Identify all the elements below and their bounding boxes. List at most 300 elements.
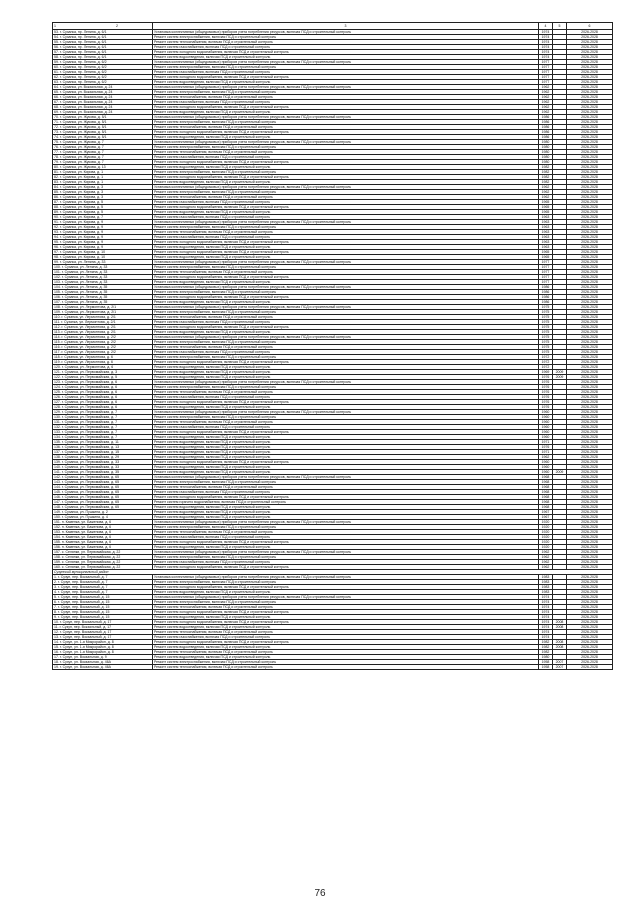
build-year-cell: 1977: [539, 65, 553, 70]
row-number: 109.: [54, 310, 61, 314]
row-number: 106.: [54, 295, 61, 299]
work-type-cell: Установка коллективных (общедомовых) приборов учета потребления ресурсов, включая ПСД и строительный контроль: [153, 475, 539, 480]
planned-period-cell: 2026-2028: [567, 520, 613, 525]
build-year-cell: 1982: [539, 640, 553, 645]
build-year-cell: 1986: [539, 125, 553, 130]
work-type-cell: Ремонт систем электроснабжения, включая ПСД и строительный контроль: [153, 35, 539, 40]
row-number: 87.: [54, 200, 59, 204]
build-year-cell: 1982: [539, 165, 553, 170]
build-year-cell: 1986: [539, 130, 553, 135]
build-year-cell: 1986: [539, 135, 553, 140]
row-number: 158.: [54, 555, 61, 559]
address-text: г. Сузанка, ул. Ленина, д. 35: [61, 300, 108, 304]
row-number: 73.: [54, 130, 59, 134]
address-text: г. Сузанка, пр. Ленина, д. 6/2: [59, 75, 107, 79]
planned-period-cell: 2026-2028: [567, 135, 613, 140]
address-text: г. Сузун, ул. 1-я Микрорайон, д. 8: [59, 650, 114, 654]
planned-period-cell: 2026-2028: [567, 110, 613, 115]
district-title: Сузунский муниципальный район: [53, 570, 613, 575]
overhaul-year-cell: 2009: [553, 470, 567, 475]
work-type-cell: Ремонт систем электроснабжения, включая ПСД и строительный контроль: [153, 290, 539, 295]
address-text: г. Сузанка, ул. Первомайская, д. 29: [61, 455, 120, 459]
work-type-cell: Ремонт систем водоотведения, включая ПСД и строительный контроль: [153, 405, 539, 410]
planned-period-cell: 2026-2028: [567, 310, 613, 315]
row-number: 67.: [54, 100, 59, 104]
address-text: г. Сузанка, ул. Кирова, д. 9: [59, 235, 104, 239]
work-type-cell: Ремонт систем теплоснабжения, включая ПСД и строительный контроль: [153, 345, 539, 350]
build-year-cell: 1963: [539, 240, 553, 245]
build-year-cell: 1963: [539, 215, 553, 220]
planned-period-cell: 2026-2028: [567, 130, 613, 135]
work-type-cell: Ремонт систем газоснабжения, включая ПСД и строительный контроль: [153, 425, 539, 430]
table-body: [53, 30, 613, 670]
work-type-cell: Установка коллективных (общедомовых) приборов учета потребления ресурсов, включая ПСД и строительный контроль: [153, 115, 539, 120]
planned-period-cell: 2026-2028: [567, 475, 613, 480]
address-text: г. Сузанка, ул. Кирова, д. 1: [59, 170, 104, 174]
planned-period-cell: 2026-2028: [567, 220, 613, 225]
build-year-cell: 1958: [539, 665, 553, 670]
address-text: г. Сузанка, ул. Жукова, д. 5/1: [59, 125, 107, 129]
planned-period-cell: 2026-2028: [567, 610, 613, 615]
planned-period-cell: 2026-2028: [567, 665, 613, 670]
work-type-cell: Ремонт систем водоотведения, включая ПСД и строительный контроль: [153, 470, 539, 475]
row-number: 116.: [54, 345, 61, 349]
row-number: 142.: [54, 475, 61, 479]
address-text: г. Сузанка, ул. Лермонтова, д. 2/2: [61, 340, 116, 344]
build-year-cell: 1983: [539, 575, 553, 580]
build-year-cell: 1969: [539, 370, 553, 375]
address-text: г. Сузанка, пр. Ленина, д. 6/2: [59, 70, 107, 74]
address-text: г. Сузанка, ул. Ленина, д. 33: [61, 265, 108, 269]
planned-period-cell: 2026-2028: [567, 280, 613, 285]
work-type-cell: Ремонт систем теплоснабжения, включая ПСД и строительный контроль: [153, 650, 539, 655]
address-text: г. Сузанка, ул. Первомайская, д. 3: [61, 370, 118, 374]
work-type-cell: Ремонт систем водоотведения, включая ПСД и строительный контроль: [153, 545, 539, 550]
build-year-cell: 1965: [539, 250, 553, 255]
work-type-cell: Ремонт систем теплоснабжения, включая ПСД и строительный контроль: [153, 665, 539, 670]
planned-period-cell: 2026-2028: [567, 405, 613, 410]
work-type-cell: Ремонт систем водоотведения, включая ПСД и строительный контроль: [153, 510, 539, 515]
work-type-cell: Ремонт систем электроснабжения, включая ПСД и строительный контроль: [153, 555, 539, 560]
planned-period-cell: 2026-2028: [567, 365, 613, 370]
row-number: 1.: [54, 575, 57, 579]
build-year-cell: 1971: [539, 440, 553, 445]
build-year-cell: 1976: [539, 380, 553, 385]
work-type-cell: Ремонт систем холодного водоснабжения, включая ПСД и строительный контроль: [153, 50, 539, 55]
row-number: 3.: [54, 585, 57, 589]
address-text: г. Сузанка, ул. Пушкина, д. 4: [61, 515, 108, 519]
address-text: г. Сузанка, ул. Кирова, д. 9: [59, 230, 104, 234]
address-text: г. Сузанка, ул. Первомайская, д. 33: [61, 460, 120, 464]
address-text: г. Сузанка, ул. Вокзальная, д. 24: [59, 95, 113, 99]
address-text: г. Сузанка, ул. Жукова, д. 7: [59, 150, 104, 154]
row-number: 111.: [54, 320, 61, 324]
address-text: г. Сузун, ул. Вокзальная, д. 46А: [59, 665, 111, 669]
planned-period-cell: 2026-2028: [567, 360, 613, 365]
planned-period-cell: 2026-2028: [567, 210, 613, 215]
address-text: г. Сузанка, ул. Кирова, д. 9: [59, 220, 104, 224]
planned-period-cell: 2026-2028: [567, 495, 613, 500]
planned-period-cell: 2026-2028: [567, 460, 613, 465]
work-type-cell: Ремонт систем электроснабжения, включая ПСД и строительный контроль: [153, 170, 539, 175]
build-year-cell: 1977: [539, 75, 553, 80]
overhaul-year-cell: 2008: [553, 645, 567, 650]
row-number: 84.: [54, 185, 59, 189]
work-type-cell: Ремонт систем теплоснабжения, включая ПСД и строительный контроль: [153, 630, 539, 635]
address-text: г. Сузанка, ул. Вокзальная, д. 24: [59, 110, 113, 114]
work-type-cell: Ремонт систем водоотведения, включая ПСД и строительный контроль: [153, 135, 539, 140]
address-text: г. Сузанка, ул. Лермонтова, д. 2/1: [61, 310, 117, 314]
work-type-cell: Ремонт систем газоснабжения, включая ПСД и строительный контроль: [153, 535, 539, 540]
planned-period-cell: 2026-2028: [567, 640, 613, 645]
address-text: с. Селянки, ул. Первомайская, д. 22: [61, 565, 121, 569]
address-text: п. Каменка, ул. Баженова, д. 6: [61, 535, 112, 539]
address-text: г. Сузанка, ул. Первомайская, д. 6: [61, 380, 118, 384]
work-type-cell: Ремонт систем холодного водоснабжения, включая ПСД и строительный контроль: [153, 400, 539, 405]
build-year-cell: 1975: [539, 345, 553, 350]
work-type-cell: Ремонт систем холодного водоснабжения, включая ПСД и строительный контроль: [153, 540, 539, 545]
row-number: 4.: [54, 590, 57, 594]
planned-period-cell: 2026-2028: [567, 70, 613, 75]
build-year-cell: 1968: [539, 475, 553, 480]
build-year-cell: 1962: [539, 565, 553, 570]
address-text: г. Сузанка, ул. Лермонтова, д. 2/1: [61, 315, 116, 319]
row-number: 130.: [54, 415, 61, 419]
row-number: 99.: [54, 260, 59, 264]
work-type-cell: Ремонт систем теплоснабжения, включая ПСД и строительный контроль: [153, 125, 539, 130]
planned-period-cell: 2026-2028: [567, 380, 613, 385]
build-year-cell: 1965: [539, 210, 553, 215]
address-text: г. Сузанка, ул. Вокзальная, д. 24: [59, 100, 113, 104]
build-year-cell: 1974: [539, 595, 553, 600]
overhaul-year-cell: 2008: [553, 620, 567, 625]
build-year-cell: 1962: [539, 550, 553, 555]
address-text: г. Сузун, пер. Вокзальный, д. 15: [57, 600, 110, 604]
work-type-cell: Ремонт систем теплоснабжения, включая ПСД и строительный контроль: [153, 195, 539, 200]
work-type-cell: Ремонт систем электроснабжения, включая ПСД и строительный контроль: [153, 525, 539, 530]
build-year-cell: 1960: [539, 430, 553, 435]
address-text: г. Сузанка, ул. Жукова, д. 7: [59, 160, 104, 164]
build-year-cell: 1962: [539, 90, 553, 95]
row-number: 9.: [54, 615, 57, 619]
planned-period-cell: 2026-2028: [567, 590, 613, 595]
planned-period-cell: 2026-2028: [567, 235, 613, 240]
planned-period-cell: 2026-2028: [567, 660, 613, 665]
work-type-cell: Установка коллективных (общедомовых) приборов учета потребления ресурсов, включая ПСД и строительный контроль: [153, 575, 539, 580]
planned-period-cell: 2026-2028: [567, 370, 613, 375]
work-type-cell: Ремонт систем холодного водоснабжения, включая ПСД и строительный контроль: [153, 75, 539, 80]
build-year-cell: 1965: [539, 200, 553, 205]
build-year-cell: 1982: [539, 170, 553, 175]
work-type-cell: Ремонт систем электроснабжения, включая ПСД и строительный контроль: [153, 145, 539, 150]
work-type-cell: Ремонт систем электроснабжения, включая ПСД и строительный контроль: [153, 600, 539, 605]
build-year-cell: 1976: [539, 390, 553, 395]
planned-period-cell: 2026-2028: [567, 175, 613, 180]
row-number: 103.: [54, 280, 61, 284]
build-year-cell: 1976: [539, 375, 553, 380]
planned-period-cell: 2026-2028: [567, 125, 613, 130]
build-year-cell: 1960: [539, 420, 553, 425]
work-type-cell: Ремонт систем водоотведения, включая ПСД и строительный контроль: [153, 455, 539, 460]
work-type-cell: Ремонт систем холодного водоснабжения, включая ПСД и строительный контроль: [153, 325, 539, 330]
row-number: 100.: [54, 265, 61, 269]
planned-period-cell: 2026-2028: [567, 295, 613, 300]
build-year-cell: 1968: [539, 490, 553, 495]
planned-period-cell: 2026-2028: [567, 545, 613, 550]
build-year-cell: 1976: [539, 405, 553, 410]
row-number: 101.: [54, 270, 61, 274]
repair-program-table: [52, 22, 613, 670]
planned-period-cell: 2026-2028: [567, 340, 613, 345]
planned-period-cell: 2026-2028: [567, 265, 613, 270]
build-year-cell: 1980: [539, 160, 553, 165]
work-type-cell: Ремонт систем холодного водоснабжения, включая ПСД и строительный контроль: [153, 175, 539, 180]
row-number: 150.: [54, 515, 61, 519]
build-year-cell: 1975: [539, 340, 553, 345]
planned-period-cell: 2026-2028: [567, 580, 613, 585]
col-number-5: 5: [553, 23, 567, 30]
work-type-cell: Ремонт систем электроснабжения, включая ПСД и строительный контроль: [153, 355, 539, 360]
build-year-cell: 1958: [539, 660, 553, 665]
planned-period-cell: 2026-2028: [567, 285, 613, 290]
address-text: г. Сузанка, ул. Первомайская, д. 6: [61, 405, 118, 409]
build-year-cell: 1963: [539, 230, 553, 235]
work-type-cell: Ремонт систем теплоснабжения, включая ПСД и строительный контроль: [153, 605, 539, 610]
row-number: 102.: [54, 275, 61, 279]
work-type-cell: Ремонт систем водоотведения, включая ПСД и строительный контроль: [153, 80, 539, 85]
work-type-cell: Ремонт систем газоснабжения, включая ПСД и строительный контроль: [153, 560, 539, 565]
build-year-cell: 1980: [539, 145, 553, 150]
row-number: 98.: [54, 255, 59, 259]
row-number: 154.: [54, 535, 61, 539]
planned-period-cell: 2026-2028: [567, 240, 613, 245]
row-number: 2.: [54, 580, 57, 584]
planned-period-cell: 2026-2028: [567, 400, 613, 405]
row-number: 125.: [54, 390, 61, 394]
address-text: г. Сузанка, ул. Первомайская, д. 7: [61, 425, 118, 429]
address-text: г. Сузанка, ул. Первомайская, д. 35: [61, 470, 120, 474]
row-number: 140.: [54, 465, 61, 469]
row-number: 123.: [54, 380, 61, 384]
address-text: г. Сузанка, ул. Лермонтова, д. 6: [61, 365, 114, 369]
row-number: 156.: [54, 545, 61, 549]
planned-period-cell: 2026-2028: [567, 390, 613, 395]
build-year-cell: 1960: [539, 410, 553, 415]
row-number: 136.: [54, 445, 61, 449]
build-year-cell: 1974: [539, 615, 553, 620]
planned-period-cell: 2026-2028: [567, 50, 613, 55]
planned-period-cell: 2026-2028: [567, 325, 613, 330]
row-number: 88.: [54, 205, 59, 209]
row-number: 153.: [54, 530, 61, 534]
planned-period-cell: 2026-2028: [567, 375, 613, 380]
planned-period-cell: 2026-2028: [567, 305, 613, 310]
build-year-cell: 1972: [539, 360, 553, 365]
planned-period-cell: 2026-2028: [567, 410, 613, 415]
address-text: г. Сузун, пер. Вокзальный, д. 17: [59, 620, 112, 624]
row-number: 147.: [54, 500, 61, 504]
work-type-cell: Ремонт систем газоснабжения, включая ПСД и строительный контроль: [153, 45, 539, 50]
address-text: г. Сузун, пер. Вокзальный, д. 7: [57, 590, 108, 594]
row-number: 96.: [54, 245, 59, 249]
address-text: г. Сузун, пер. Вокзальный, д. 7: [57, 580, 108, 584]
planned-period-cell: 2026-2028: [567, 415, 613, 420]
address-text: г. Сузанка, ул. Ленина, д. 35: [61, 290, 108, 294]
row-number: 81.: [54, 170, 59, 174]
planned-period-cell: 2026-2028: [567, 300, 613, 305]
work-type-cell: Ремонт систем водоотведения, включая ПСД и строительный контроль: [153, 165, 539, 170]
planned-period-cell: 2026-2028: [567, 320, 613, 325]
address-text: г. Сузанка, ул. Первомайская, д. 6: [61, 400, 118, 404]
address-text: г. Сузанка, пр. Ленина, д. 6/1: [59, 30, 107, 34]
row-number: 61.: [54, 70, 59, 74]
address-text: г. Сузанка, ул. Первомайская, д. 6: [61, 385, 118, 389]
planned-period-cell: 2026-2028: [567, 595, 613, 600]
row-number: 110.: [54, 315, 61, 319]
planned-period-cell: 2026-2028: [567, 95, 613, 100]
page-number: 76: [314, 888, 326, 899]
row-number: 131.: [54, 420, 61, 424]
row-number: 146.: [54, 495, 61, 499]
planned-period-cell: 2026-2028: [567, 445, 613, 450]
address-text: г. Сузун, пер. Вокзальный, д. 15: [57, 605, 110, 609]
row-number: 76.: [54, 145, 59, 149]
planned-period-cell: 2026-2028: [567, 615, 613, 620]
address-text: г. Сузун, ул. Вокзальная, д. 9: [59, 655, 107, 659]
address-text: г. Сузанка, пр. Ленина, д. 6/1: [59, 45, 107, 49]
work-type-cell: Ремонт систем холодного водоснабжения, включая ПСД и строительный контроль: [153, 640, 539, 645]
build-year-cell: 1975: [539, 305, 553, 310]
planned-period-cell: 2026-2028: [567, 535, 613, 540]
build-year-cell: 1982: [539, 175, 553, 180]
address-text: г. Сузанка, ул. Первомайская, д. 65: [61, 485, 120, 489]
address-text: г. Сузанка, ул. Жукова, д. 5/1: [59, 120, 107, 124]
build-year-cell: 1967: [539, 515, 553, 520]
address-text: с. Селянки, ул. Первомайская, д. 22: [61, 555, 121, 559]
work-type-cell: Ремонт систем теплоснабжения, включая ПСД и строительный контроль: [153, 40, 539, 45]
work-type-cell: Ремонт систем водоотведения, включая ПСД и строительный контроль: [153, 280, 539, 285]
row-number: 83.: [54, 180, 59, 184]
planned-period-cell: 2026-2028: [567, 255, 613, 260]
row-number: 93.: [54, 230, 59, 234]
row-number: 108.: [54, 305, 61, 309]
build-year-cell: 1962: [539, 100, 553, 105]
row-number: 6.: [54, 600, 57, 604]
row-number: 132.: [54, 425, 61, 429]
address-text: г. Сузанка, ул. Лермонтова, д. 2/2: [61, 350, 116, 354]
build-year-cell: 1974: [539, 40, 553, 45]
build-year-cell: 1968: [539, 505, 553, 510]
row-number: 91.: [54, 220, 59, 224]
work-type-cell: Установка коллективных (общедомовых) приборов учета потребления ресурсов, включая ПСД и строительный контроль: [153, 380, 539, 385]
address-text: г. Сузанка, ул. Первомайская, д. 11: [61, 440, 119, 444]
build-year-cell: 1977: [539, 60, 553, 65]
planned-period-cell: 2026-2028: [567, 465, 613, 470]
work-type-cell: Ремонт систем водоотведения, включая ПСД и строительный контроль: [153, 655, 539, 660]
row-number: 11.: [54, 625, 59, 629]
planned-period-cell: 2026-2028: [567, 515, 613, 520]
build-year-cell: 1977: [539, 280, 553, 285]
build-year-cell: 1962: [539, 560, 553, 565]
row-number: 149.: [54, 510, 61, 514]
overhaul-year-cell: 2008: [553, 625, 567, 630]
build-year-cell: 1974: [539, 600, 553, 605]
planned-period-cell: 2026-2028: [567, 145, 613, 150]
planned-period-cell: 2026-2028: [567, 245, 613, 250]
row-number: 143.: [54, 480, 61, 484]
planned-period-cell: 2026-2028: [567, 90, 613, 95]
work-type-cell: Ремонт систем водоотведения, включая ПСД и строительный контроль: [153, 330, 539, 335]
build-year-cell: 1963: [539, 225, 553, 230]
address-text: п. Каменка, ул. Баженова, д. 6: [61, 530, 112, 534]
build-year-cell: 1960: [539, 425, 553, 430]
build-year-cell: 1962: [539, 95, 553, 100]
work-type-cell: Ремонт систем водоотведения, включая ПСД и строительный контроль: [153, 465, 539, 470]
address-text: г. Сузанка, ул. Первомайская, д. 65: [61, 475, 120, 479]
row-number: 151.: [54, 520, 61, 524]
build-year-cell: 1975: [539, 335, 553, 340]
row-number: 133.: [54, 430, 61, 434]
row-number: 60.: [54, 65, 59, 69]
planned-period-cell: 2026-2028: [567, 565, 613, 570]
build-year-cell: 1976: [539, 395, 553, 400]
work-type-cell: Ремонт систем водоотведения, включая ПСД и строительный контроль: [153, 625, 539, 630]
planned-period-cell: 2026-2028: [567, 140, 613, 145]
row-number: 152.: [54, 525, 61, 529]
planned-period-cell: 2026-2028: [567, 560, 613, 565]
work-type-cell: Ремонт систем теплоснабжения, включая ПСД и строительный контроль: [153, 95, 539, 100]
planned-period-cell: 2026-2028: [567, 490, 613, 495]
work-type-cell: Ремонт систем газоснабжения, включая ПСД и строительный контроль: [153, 215, 539, 220]
address-text: г. Сузун, ул. Вокзальная, д. 46А: [59, 660, 111, 664]
planned-period-cell: 2026-2028: [567, 425, 613, 430]
row-number: 113.: [54, 330, 61, 334]
row-number: 85.: [54, 190, 59, 194]
address-text: г. Сузанка, ул. Жукова, д. 5/1: [59, 115, 107, 119]
planned-period-cell: 2026-2028: [567, 115, 613, 120]
build-year-cell: 1975: [539, 350, 553, 355]
address-text: п. Каменка, ул. Баженова, д. 6: [61, 545, 112, 549]
row-number: 127.: [54, 400, 61, 404]
address-text: г. Сузанка, ул. Лермонтова, д. 6: [61, 355, 113, 359]
row-number: 157.: [54, 550, 61, 554]
planned-period-cell: 2026-2028: [567, 530, 613, 535]
work-type-cell: Ремонт систем холодного водоснабжения, включая ПСД и строительный контроль: [153, 565, 539, 570]
work-type-cell: Ремонт систем водоотведения, включая ПСД и строительный контроль: [153, 645, 539, 650]
planned-period-cell: 2026-2028: [567, 430, 613, 435]
build-year-cell: 1963: [539, 220, 553, 225]
planned-period-cell: 2026-2028: [567, 650, 613, 655]
planned-period-cell: 2026-2028: [567, 605, 613, 610]
work-type-cell: Ремонт систем электроснабжения, включая ПСД и строительный контроль: [153, 120, 539, 125]
build-year-cell: 1965: [539, 205, 553, 210]
row-number: 53.: [54, 30, 59, 34]
build-year-cell: 1968: [539, 485, 553, 490]
row-number: 64.: [54, 85, 59, 89]
build-year-cell: 1980: [539, 655, 553, 660]
address-text: п. Каменка, ул. Баженова, д. 6: [61, 540, 112, 544]
address-text: г. Сузанка, ул. Кирова, д. 5: [59, 205, 104, 209]
planned-period-cell: 2026-2028: [567, 435, 613, 440]
planned-period-cell: 2026-2028: [567, 335, 613, 340]
address-text: г. Сузанка, ул. Первомайская, д. 7: [61, 410, 118, 414]
address-text: г. Сузанка, ул. Вокзальная, д. 24: [59, 85, 113, 89]
planned-period-cell: 2026-2028: [567, 100, 613, 105]
work-type-cell: Ремонт систем теплоснабжения, включая ПСД и строительный контроль: [153, 390, 539, 395]
build-year-cell: 1983: [539, 590, 553, 595]
planned-period-cell: 2026-2028: [567, 540, 613, 545]
build-year-cell: 1977: [539, 80, 553, 85]
